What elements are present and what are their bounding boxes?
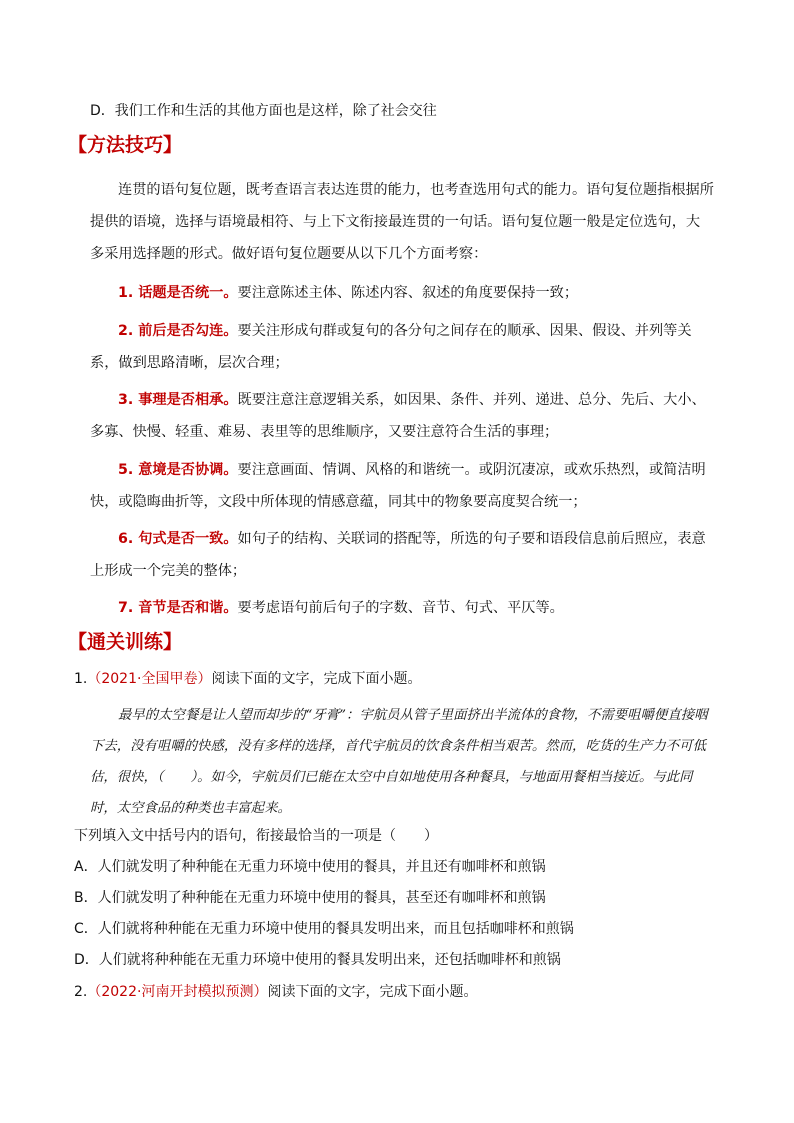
method-intro: 连贯的语句复位题，既考查语言表达连贯的能力，也考查选用句式的能力。语句复位题指根据所提供的语境，选择与语境最相符、与上下文衔接最连贯的一句话。语句复位题一般是定位选句，大多采用选择题的形式。做好语句复位题要从以下几个方面考察： bbox=[90, 182, 714, 262]
question-number: 2. bbox=[74, 984, 88, 1000]
tip-item bbox=[90, 523, 714, 587]
training-heading: 【通关训练】 bbox=[68, 631, 183, 653]
tip-text: 要考虑语句前后句子的字数、音节、句式、平仄等。 bbox=[237, 600, 564, 616]
tip-text: 要注意陈述主体、陈述内容、叙述的角度要保持一致； bbox=[237, 285, 579, 301]
answer-option-a[interactable]: A．人们就发明了种种能在无重力环境中使用的餐具，并且还有咖啡杯和煎锅 bbox=[74, 859, 546, 875]
tip-item bbox=[90, 384, 714, 448]
tip-label: 5. 意境是否协调。 bbox=[118, 462, 238, 478]
tip-item bbox=[90, 315, 714, 379]
question-1-header bbox=[74, 669, 421, 689]
tip-text: 如句子的结构、关联词的搭配等，所选的句子要和语段信息前后照应，表意上形成一个完美的整体； bbox=[90, 531, 706, 579]
tip-text: 要关注形成句群或复句的各分句之间存在的顺承、因果、假设、并列等关系，做到思路清晰，层次合理； bbox=[90, 323, 692, 371]
question-number: 1. bbox=[74, 671, 88, 687]
tip-text: 既要注意注意逻辑关系，如因果、条件、并列、递进、总分、先后、大小、多寡、快慢、轻重、难易、表里等的思维顺序，又要注意符合生活的事理； bbox=[90, 392, 706, 440]
question-prompt: 阅读下面的文字，完成下面小题。 bbox=[267, 984, 478, 1000]
question-source: （2022·河南开封模拟预测） bbox=[87, 984, 268, 1000]
answer-option-b[interactable]: B．人们就发明了种种能在无重力环境中使用的餐具，甚至还有咖啡杯和煎锅 bbox=[74, 890, 546, 906]
answer-option-d[interactable]: D．人们就将种种能在无重力环境中使用的餐具发明出来，还包括咖啡杯和煎锅 bbox=[74, 952, 561, 968]
question-prompt: 阅读下面的文字，完成下面小题。 bbox=[211, 671, 422, 687]
question-stem: 下列填入文中括号内的语句，衔接最恰当的一项是（ ） bbox=[74, 828, 438, 844]
tip-item bbox=[90, 454, 714, 518]
method-heading: 【方法技巧】 bbox=[68, 134, 183, 156]
tip-item bbox=[90, 592, 714, 624]
tip-label: 7. 音节是否和谐。 bbox=[118, 600, 238, 616]
tip-label: 1. 话题是否统一。 bbox=[118, 285, 238, 301]
answer-option-c[interactable]: C．人们就将种种能在无重力环境中使用的餐具发明出来，而且包括咖啡杯和煎锅 bbox=[74, 921, 574, 937]
question-2-header bbox=[74, 982, 477, 1002]
tip-label: 2. 前后是否勾连。 bbox=[118, 323, 238, 339]
tip-label: 3. 事理是否相承。 bbox=[118, 392, 238, 408]
tip-item bbox=[90, 277, 714, 309]
previous-option-d: D．我们工作和生活的其他方面也是这样，除了社会交往 bbox=[90, 103, 437, 119]
reading-passage: 最早的太空餐是让人望而却步的“牙膏”：宇航员从管子里面挤出半流体的食物，不需要咀嚼便直接咽下去，没有咀嚼的快感，没有多样的选择，首代宇航员的饮食条件相当艰苦。然而，吃货的生产力不可低估，很快，（ ）。如今，宇航员们已能在太空中自如地使用各种餐具，与地面用餐相当接近。与此同时，太空食品的种类也丰富起来。 bbox=[90, 708, 708, 816]
tip-label: 6. 句式是否一致。 bbox=[118, 531, 238, 547]
tip-text: 要注意画面、情调、风格的和谐统一。或阴沉凄凉，或欢乐热烈，或简洁明快，或隐晦曲折等，文段中所体现的情感意蕴，同其中的物象要高度契合统一； bbox=[90, 462, 706, 510]
question-source: （2021·全国甲卷） bbox=[87, 671, 212, 687]
